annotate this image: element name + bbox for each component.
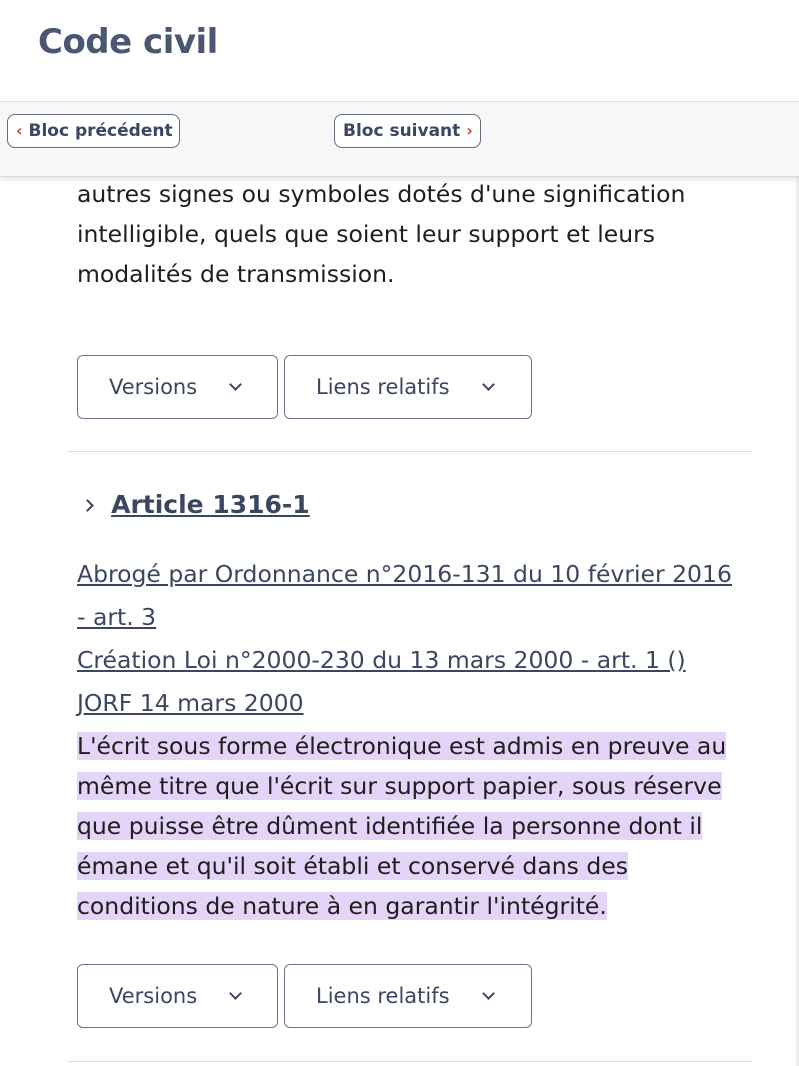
text-line: autres signes ou symboles dotés d'une signification xyxy=(77,180,686,208)
text-line: modalités de transmission. xyxy=(77,260,395,288)
related-links-dropdown-button[interactable] xyxy=(284,964,532,1028)
highlighted-text-line: émane et qu'il soit établi et conservé dans des xyxy=(77,852,628,880)
abrogation-link[interactable]: Abrogé par Ordonnance n°2016-131 du 10 février 2016 xyxy=(77,560,732,588)
previous-block-label: Bloc précédent xyxy=(28,121,173,141)
article-body-text xyxy=(77,726,762,926)
next-block-button[interactable] xyxy=(334,114,481,148)
abrogation-link-continued[interactable]: - art. 3 xyxy=(77,603,157,631)
text-line: intelligible, quels que soient leur support et leurs xyxy=(77,220,656,248)
divider xyxy=(67,451,753,452)
chevron-right-icon xyxy=(81,499,94,512)
page-title: Code civil xyxy=(38,22,218,62)
divider xyxy=(67,1061,753,1062)
app-header xyxy=(0,0,799,100)
chevron-down-icon xyxy=(482,987,495,1000)
highlighted-text-line: conditions de nature à en garantir l'intégrité. xyxy=(77,892,607,920)
chevron-right-icon: › xyxy=(466,121,473,140)
related-links-label: Liens relatifs xyxy=(316,374,450,399)
highlighted-text-line: même titre que l'écrit sur support papier, sous réserve xyxy=(77,772,722,800)
versions-label: Versions xyxy=(109,983,198,1008)
previous-block-button[interactable] xyxy=(7,114,180,148)
chevron-down-icon xyxy=(482,378,495,391)
bloc-navigation-bar xyxy=(0,101,799,177)
related-links-dropdown-button[interactable] xyxy=(284,355,532,419)
related-links-label: Liens relatifs xyxy=(316,983,450,1008)
chevron-left-icon: ‹ xyxy=(16,121,23,140)
highlighted-text-line: L'écrit sous forme électronique est admis en preuve au xyxy=(77,732,727,760)
article-list[interactable] xyxy=(0,176,799,1066)
creation-link[interactable]: Création Loi n°2000-230 du 13 mars 2000 - art. 1 () xyxy=(77,646,686,674)
article-title-link[interactable]: Article 1316-1 xyxy=(111,490,310,519)
chevron-down-icon xyxy=(229,378,242,391)
versions-dropdown-button[interactable] xyxy=(77,355,278,419)
article-heading xyxy=(83,490,310,530)
chevron-down-icon xyxy=(229,987,242,1000)
article-metadata xyxy=(77,554,777,726)
versions-dropdown-button[interactable] xyxy=(77,964,278,1028)
highlighted-text-line: que puisse être dûment identifiée la personne dont il xyxy=(77,812,703,840)
versions-label: Versions xyxy=(109,374,198,399)
jorf-link[interactable]: JORF 14 mars 2000 xyxy=(77,689,304,717)
next-block-label: Bloc suivant xyxy=(343,121,461,141)
